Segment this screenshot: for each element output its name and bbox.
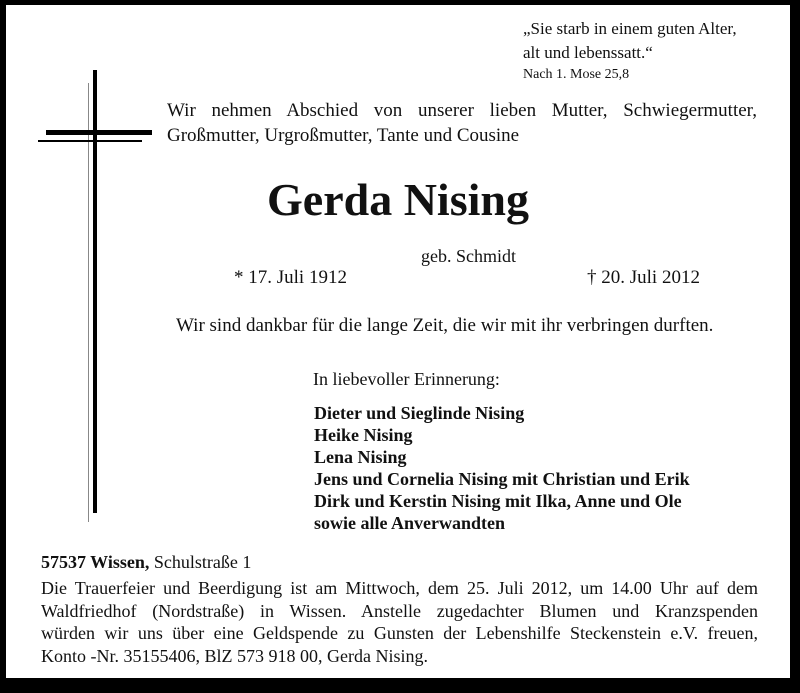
family-member: sowie alle Anverwandten (314, 513, 505, 533)
family-member: Dirk und Kerstin Nising mit Ilka, Anne und Ole (314, 491, 682, 511)
bible-quote (523, 17, 737, 85)
info-line: Waldfriedhof (Nordstraße) in Wissen. Anstelle zugedachter Blumen und Kranzspenden (41, 600, 758, 621)
maiden-name: geb. Schmidt (421, 246, 516, 266)
family-member: Dieter und Sieglinde Nising (314, 403, 525, 423)
family-list (314, 402, 690, 534)
quote-line: alt und lebenssatt.“ (523, 43, 653, 62)
quote-line: „Sie starb in einem guten Alter, (523, 19, 737, 38)
address-street: Schulstraße 1 (153, 552, 252, 572)
deceased-name: Gerda Nising (267, 174, 529, 225)
family-member: Jens und Cornelia Nising mit Christian und Erik (314, 469, 690, 489)
birth-date: * 17. Juli 1912 (234, 267, 347, 288)
intro-text (167, 98, 757, 148)
info-line: Konto -Nr. 35155406, BlZ 573 918 00, Gerda Nising. (41, 645, 428, 666)
intro-line: Großmutter, Urgroßmutter, Tante und Cousine (167, 125, 520, 146)
obituary-notice (6, 5, 790, 678)
memory-heading: In liebevoller Erinnerung: (313, 369, 500, 389)
funeral-info (41, 577, 758, 667)
quote-reference: Nach 1. Mose 25,8 (523, 67, 630, 82)
death-date: † 20. Juli 2012 (587, 267, 700, 288)
address (41, 552, 251, 573)
info-line: würden wir uns über eine Geldspende zu Gunsten der Lebenshilfe Steckenstein e.V. freuen, (41, 623, 758, 643)
family-member: Lena Nising (314, 447, 407, 467)
thanks-text: Wir sind dankbar für die lange Zeit, die wir mit ihr verbringen durften. (176, 315, 714, 336)
intro-line: Wir nehmen Abschied von unserer lieben Mutter, Schwiegermutter, (167, 100, 757, 121)
address-city: 57537 Wissen, (41, 552, 150, 572)
family-member: Heike Nising (314, 425, 413, 445)
info-line: Die Trauerfeier und Beerdigung ist am Mittwoch, dem 25. Juli 2012, um 14.00 Uhr auf dem (41, 578, 758, 598)
